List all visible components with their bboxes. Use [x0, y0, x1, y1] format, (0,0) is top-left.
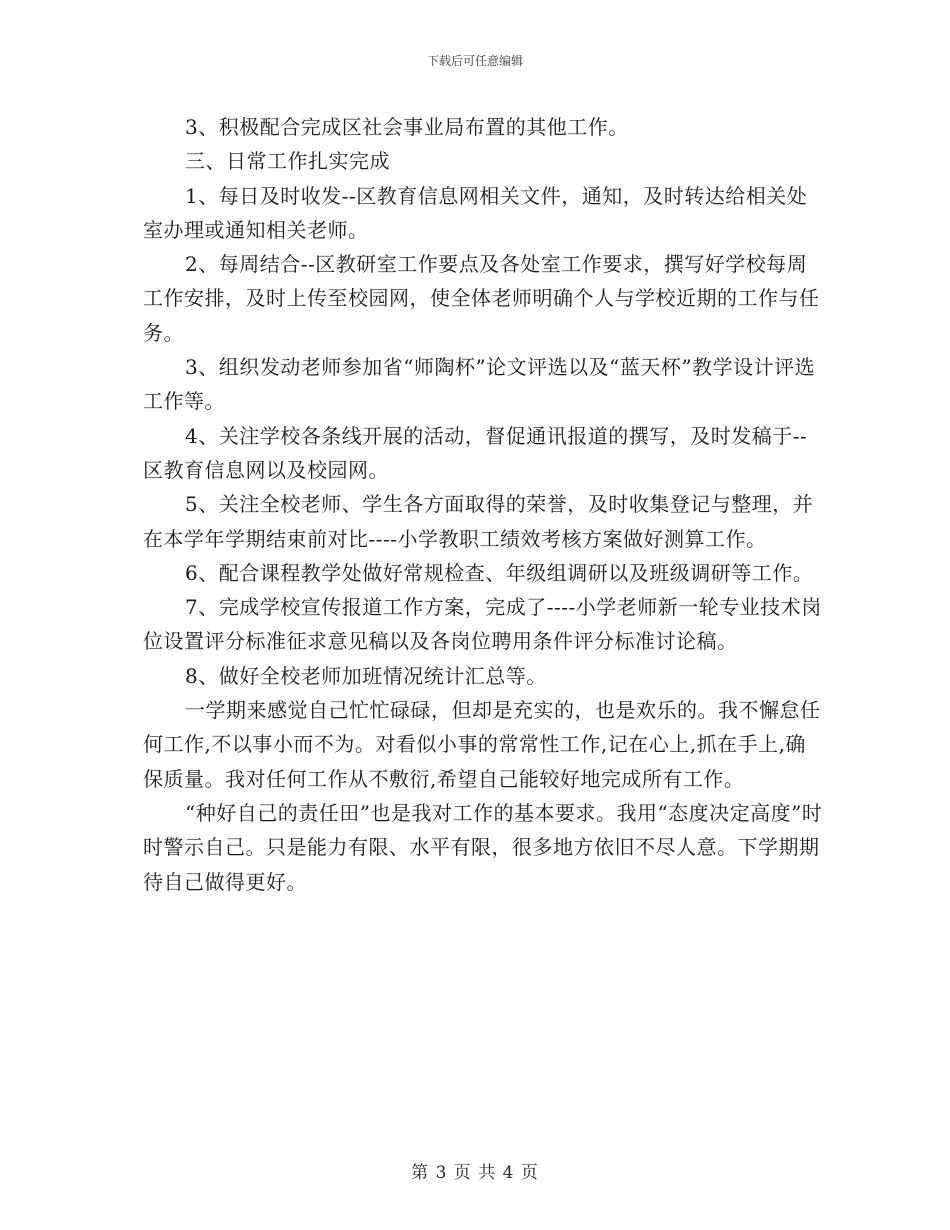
document-body [143, 110, 823, 899]
paragraph-daily-5: 5、关注全校老师、学生各方面取得的荣誉，及时收集登记与整理，并在本学年学期结束前对比----小学教职工绩效考核方案做好测算工作。 [143, 492, 814, 551]
page-number-label: 第 3 页 共 4 页 [411, 1163, 539, 1183]
paragraph-daily-6: 6、配合课程教学处做好常规检查、年级组调研以及班级调研等工作。 [185, 560, 814, 585]
section-heading-daily-work: 三、日常工作扎实完成 [185, 149, 390, 174]
paragraph-daily-3: 3、组织发动老师参加省“师陶杯”论文评选以及“蓝天杯”教学设计评选工作等。 [143, 355, 816, 414]
paragraph-item-3: 3、积极配合完成区社会事业局布置的其他工作。 [185, 115, 629, 139]
paragraph-daily-1: 1、每日及时收发--区教育信息网相关文件，通知，及时转达给相关处室办理或通知相关老师。 [143, 183, 808, 242]
page-number-footer [0, 1158, 950, 1183]
paragraph-daily-7: 7、完成学校宣传报道工作方案，完成了----小学老师新一轮专业技术岗位设置评分标准征求意见稿以及各岗位聘用条件评分标准讨论稿。 [143, 595, 822, 654]
paragraph-closing: “种好自己的责任田”也是我对工作的基本要求。我用“态度决定高度”时时警示自己。只是能力有限、水平有限，很多地方依旧不尽人意。下学期期待自己做得更好。 [143, 800, 823, 894]
paragraph-daily-2: 2、每周结合--区教研室工作要点及各处室工作要求，撰写好学校每周工作安排，及时上传至校园网，使全体老师明确个人与学校近期的工作与任务。 [143, 252, 820, 345]
paragraph-daily-4: 4、关注学校各条线开展的活动，督促通讯报道的撰写，及时发稿于--区教育信息网以及校园网。 [143, 423, 808, 482]
paragraph-daily-8: 8、做好全校老师加班情况统计汇总等。 [185, 663, 547, 688]
page-header-note: 下载后可任意编辑 [426, 54, 523, 68]
paragraph-reflection: 一学期来感觉自己忙忙碌碌，但却是充实的，也是欢乐的。我不懈怠任何工作,不以事小而不为。对看似小事的常常性工作,记在心上,抓在手上,确保质量。我对任何工作从不敷衍,希望自己能较好地完成所有工作。 [143, 698, 821, 791]
